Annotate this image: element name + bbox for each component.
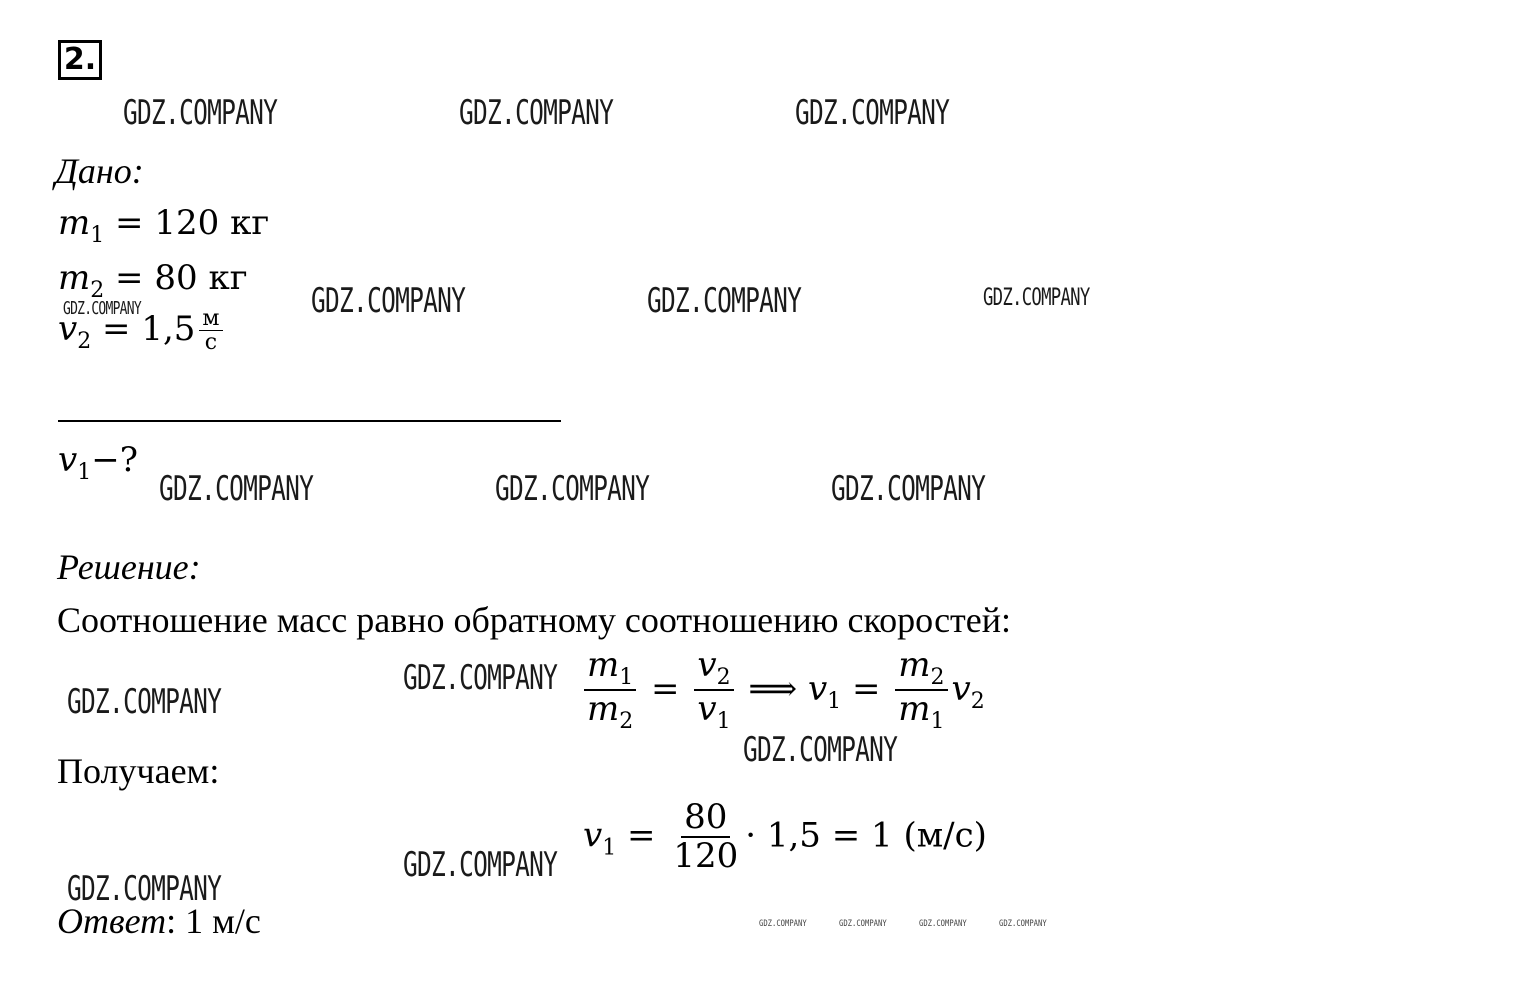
watermark: GDZ.COMPANY xyxy=(983,283,1090,311)
watermark: GDZ.COMPANY xyxy=(743,730,898,770)
watermark: GDZ.COMPANY xyxy=(919,919,967,929)
v2-value: 1,5 xyxy=(141,309,196,350)
speed-unit-fraction: $\frac{м}{с}$ xyxy=(199,307,222,355)
calc-numerator: 80 xyxy=(681,800,730,838)
m2-value: 80 xyxy=(154,258,198,298)
answer-label: Ответ xyxy=(57,901,167,941)
watermark: GDZ.COMPANY xyxy=(459,93,614,133)
watermark: GDZ.COMPANY xyxy=(63,298,141,319)
implies-arrow: ⟹ xyxy=(748,669,798,710)
task-number: 2. xyxy=(58,40,102,80)
given-m2: $m_2 = 80$ кг xyxy=(58,258,248,303)
m1-value: 120 xyxy=(154,203,220,243)
given-m1: $m_1 = 120$ кг xyxy=(58,203,270,248)
solution-heading: Решение: xyxy=(57,547,201,587)
watermark: GDZ.COMPANY xyxy=(795,93,950,133)
watermark: GDZ.COMPANY xyxy=(159,469,314,509)
given-heading: Дано: xyxy=(55,151,144,191)
watermark: GDZ.COMPANY xyxy=(647,281,802,321)
watermark: GDZ.COMPANY xyxy=(403,658,558,698)
watermark: GDZ.COMPANY xyxy=(67,869,222,909)
given-v2: $v_2 = 1,5$ $\frac{м}{с}$ xyxy=(58,307,227,355)
watermark: GDZ.COMPANY xyxy=(123,93,278,133)
watermark: GDZ.COMPANY xyxy=(759,919,807,929)
solution-statement: Соотношение масс равно обратному соотношению скоростей: xyxy=(57,600,1012,640)
ratio-formula: $\frac{m_1}{m_2}$ = $\frac{v_2}{v_1}$ ⟹ $v_1$ = $\frac{m_2}{m_1}$ $v_2$ xyxy=(580,648,985,734)
answer-value: : 1 м/с xyxy=(166,901,261,941)
unknown-v1: $v_1-$? xyxy=(58,440,138,485)
watermark: GDZ.COMPANY xyxy=(831,469,986,509)
m2-unit: кг xyxy=(208,258,248,298)
calculation-formula: $v_1$ = $\frac{80}{120}$ · 1,5 = 1 (м/с) xyxy=(583,797,987,876)
given-divider xyxy=(58,420,561,422)
watermark: GDZ.COMPANY xyxy=(403,845,558,885)
watermark: GDZ.COMPANY xyxy=(839,919,887,929)
m1-unit: кг xyxy=(230,203,270,243)
watermark: GDZ.COMPANY xyxy=(495,469,650,509)
watermark: GDZ.COMPANY xyxy=(67,682,222,722)
calc-rest: · 1,5 = 1 (м/с) xyxy=(745,815,987,856)
result-label: Получаем: xyxy=(57,751,220,791)
watermark: GDZ.COMPANY xyxy=(999,919,1047,929)
calc-denominator: 120 xyxy=(673,835,739,876)
watermark: GDZ.COMPANY xyxy=(311,281,466,321)
